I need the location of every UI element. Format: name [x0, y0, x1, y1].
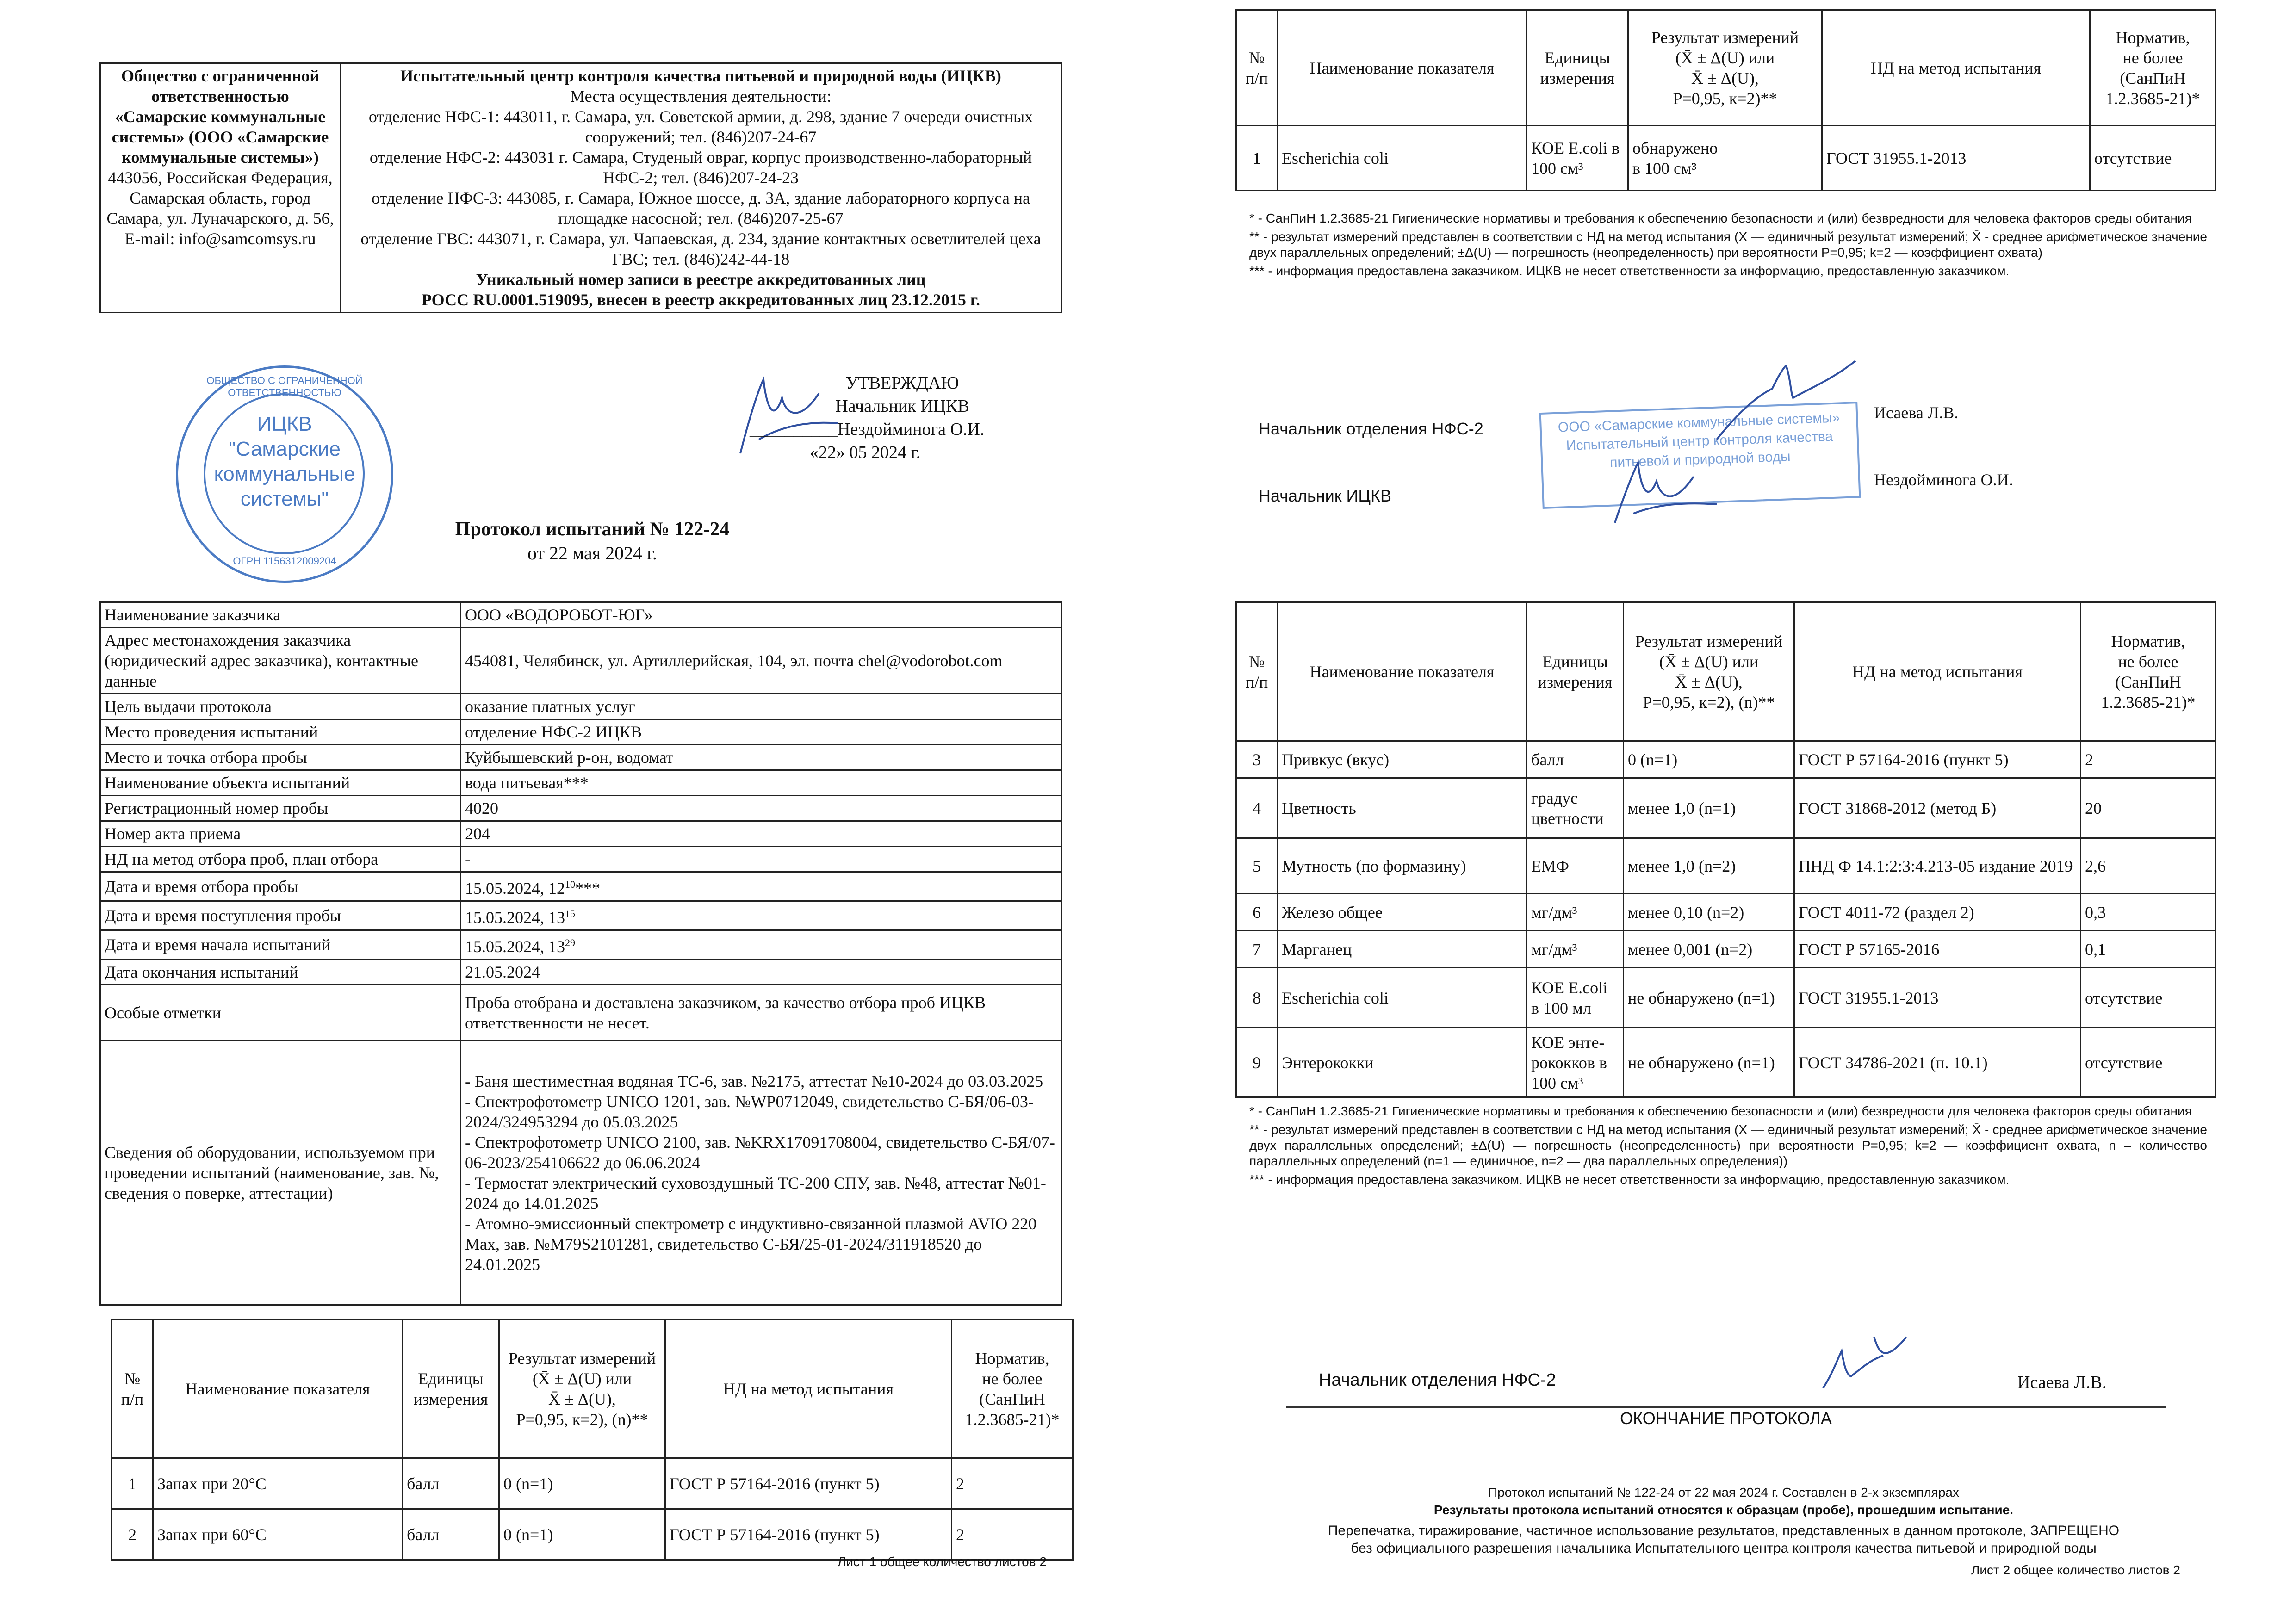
- info-value-text: отделение НФС-2 ИЦКВ: [465, 723, 642, 741]
- col-unit: Единицы измерения: [403, 1319, 499, 1458]
- sign-bottom-role: Начальник отделения НФС-2: [1319, 1370, 1556, 1390]
- cell-unit: балл: [403, 1458, 499, 1509]
- cell-num: 1: [112, 1458, 153, 1509]
- page1-footer: Лист 1 общее количество листов 2: [838, 1555, 1047, 1569]
- cell-norm: 0,1: [2081, 931, 2216, 968]
- col-num: № п/п: [112, 1319, 153, 1458]
- cell-num: 8: [1236, 968, 1278, 1028]
- cell-result: 0 (n=1): [499, 1458, 665, 1509]
- cell-num: 3: [1236, 741, 1278, 778]
- sign-top-name2: Нездойминога О.И.: [1874, 471, 2013, 489]
- result-row: [1236, 741, 2216, 778]
- info-value: [461, 985, 1061, 1041]
- final-line-3: Перепечатка, тиражирование, частичное использование результатов, представленных в данном протоколе, ЗАПРЕЩЕНО без официального разрешения начальника Испытательного центра контроля качества питьевой и природной воды: [1328, 1523, 2120, 1556]
- info-value-text: 21.05.2024: [465, 963, 540, 981]
- cell-name: Железо общее: [1278, 894, 1527, 931]
- cell-result: 0 (n=1): [499, 1509, 665, 1560]
- cell-result: обнаружено в 100 см³: [1628, 126, 1822, 191]
- info-row: [100, 770, 1061, 796]
- col-norm: Норматив, не более (СанПиН 1.2.3685-21)*: [2081, 602, 2216, 741]
- col-norm: Норматив, не более (СанПиН 1.2.3685-21)*: [952, 1319, 1073, 1458]
- final-line-1: Протокол испытаний № 122-24 от 22 мая 2024 г. Составлен в 2-х экземплярах: [1488, 1485, 1959, 1499]
- col-name: Наименование показателя: [1278, 602, 1527, 741]
- col-unit: Единицы измерения: [1527, 602, 1624, 741]
- cell-result: не обнаружено (n=1): [1624, 1028, 1794, 1097]
- cell-norm: отсутствие: [2081, 968, 2216, 1028]
- cell-method: ГОСТ 31955.1-2013: [1794, 968, 2081, 1028]
- info-label: Дата и время начала испытаний: [100, 930, 461, 960]
- cell-unit: мг/дм³: [1527, 894, 1624, 931]
- cell-method: ГОСТ 31955.1-2013: [1822, 126, 2090, 191]
- footnote: * - СанПиН 1.2.3685-21 Гигиенические нормативы и требования к обеспечению безопасности и (или) безвредности для человека факторов среды обитания: [1249, 211, 2192, 225]
- info-label: Регистрационный номер пробы: [100, 796, 461, 821]
- col-num: № п/п: [1236, 602, 1278, 741]
- nfs2-signature-bottom: [1818, 1328, 1911, 1393]
- info-value: [461, 719, 1061, 745]
- sign-top-role2: Начальник ИЦКВ: [1259, 486, 1391, 505]
- cell-name: Энтерококки: [1278, 1028, 1527, 1097]
- info-label: Сведения об оборудовании, используемом при проведении испытаний (наименование, зав. №, сведения о поверке, аттестации): [100, 1041, 461, 1305]
- info-row: [100, 719, 1061, 745]
- info-value-sup: 10: [565, 879, 575, 890]
- info-value: [461, 901, 1061, 930]
- info-row: [100, 1041, 1061, 1305]
- info-value: [461, 694, 1061, 719]
- footnote: *** - информация предоставлена заказчиком. ИЦКВ не несет ответственности за информацию, предоставленную заказчиком.: [1249, 1172, 2010, 1187]
- info-table: [99, 601, 1062, 1306]
- cell-norm: 2,6: [2081, 838, 2216, 894]
- info-value-sup: 15: [565, 908, 575, 919]
- result-row: [112, 1509, 1073, 1560]
- cell-name: Запах при 60°С: [153, 1509, 403, 1560]
- col-result: Результат измерений (X̄ ± Δ(U) или X̄ ± Δ(U), Р=0,95, к=2), (n)**: [1624, 602, 1794, 741]
- cell-num: 7: [1236, 931, 1278, 968]
- top-header-row: [1236, 10, 2216, 126]
- info-value-after: ***: [575, 879, 600, 898]
- cell-method: ГОСТ 4011-72 (раздел 2): [1794, 894, 2081, 931]
- info-row: [100, 602, 1061, 628]
- info-label: Наименование заказчика: [100, 602, 461, 628]
- registry-info: Уникальный номер записи в реестре аккредитованных лиц РОСС RU.0001.519095, внесен в реестр аккредитованных лиц 23.12.2015 г.: [421, 270, 980, 309]
- approve-position: Начальник ИЦКВ: [835, 396, 969, 416]
- sign-top-role1: Начальник отделения НФС-2: [1259, 419, 1483, 438]
- results-header-row: [112, 1319, 1073, 1458]
- cell-norm: 2: [2081, 741, 2216, 778]
- info-row: [100, 960, 1061, 985]
- info-label: Дата и время отбора пробы: [100, 872, 461, 901]
- info-row: [100, 901, 1061, 930]
- center-cell: [341, 63, 1061, 313]
- stamp-center-text: ИЦКВ "Самарские коммунальные системы": [214, 413, 355, 510]
- result-row: [1236, 126, 2216, 191]
- cell-result: менее 0,10 (n=2): [1624, 894, 1794, 931]
- cell-num: 9: [1236, 1028, 1278, 1097]
- cell-method: ГОСТ 34786-2021 (п. 10.1): [1794, 1028, 2081, 1097]
- col-name: Наименование показателя: [1278, 10, 1527, 126]
- cell-method: ГОСТ Р 57165-2016: [1794, 931, 2081, 968]
- cell-norm: 2: [952, 1458, 1073, 1509]
- cell-method: ГОСТ Р 57164-2016 (пункт 5): [665, 1509, 952, 1560]
- org-address: 443056, Российская Федерация, Самарская область, город Самара, ул. Луначарского, д. 56, E-mail: info@samcomsys.ru: [106, 168, 334, 248]
- approve-date: «22» 05 2024 г.: [810, 443, 921, 462]
- mid-header-row: [1236, 602, 2216, 741]
- cell-num: 1: [1236, 126, 1278, 191]
- info-value-text: Куйбышевский р-он, водомат: [465, 748, 674, 767]
- info-value: [461, 1041, 1061, 1305]
- cell-name: Escherichia coli: [1278, 968, 1527, 1028]
- footnote: ** - результат измерений представлен в соответствии с НД на метод испытания (X — единичный результат измерений; X̄ - среднее арифметическое значение двух параллельных определений; ±Δ(U) — погрешность (неопределенность) при вероятности Р=0,95; k=2 — коэффициент охвата, n – количество параллельных определений (n=1 — единичное, n=2 — два параллельных определения)): [1249, 1122, 2207, 1168]
- results-table-mid: [1235, 601, 2216, 1098]
- info-value: [461, 602, 1061, 628]
- col-method: НД на метод испытания: [1822, 10, 2090, 126]
- info-value-text: - Баня шестиместная водяная ТС-6, зав. №2175, аттестат №10-2024 до 03.03.2025 - Спектрофотометр UNICO 1201, зав. №WP0712049, свидетельство С-БЯ/06-03-2024/324953294 до 05.03.2025 - Спектрофотометр UNICO 2100, зав. №KRX17091708004, свидетельство С-БЯ/07-06-2023/254106622 до 06.06.2024 - Термостат электрический суховоздушный ТС-200 СПУ, зав. №48, аттестат №01-2024 до 14.01.2025 - Атомно-эмиссионный спектрометр с индуктивно-связанной плазмой AVIO 220 Max, зав. №M79S2101281, свидетельство С-БЯ/25-01-2024/311918520 до 24.01.2025: [465, 1072, 1055, 1274]
- info-value-text: вода питьевая***: [465, 774, 589, 792]
- footnote: * - СанПиН 1.2.3685-21 Гигиенические нормативы и требования к обеспечению безопасности и (или) безвредности для человека факторов среды обитания: [1249, 1104, 2192, 1118]
- cell-num: 5: [1236, 838, 1278, 894]
- cell-method: ПНД Ф 14.1:2:3:4.213-05 издание 2019: [1794, 838, 2081, 894]
- info-row: [100, 985, 1061, 1041]
- info-value: [461, 770, 1061, 796]
- result-row: [1236, 968, 2216, 1028]
- col-method: НД на метод испытания: [1794, 602, 2081, 741]
- info-value-text: 15.05.2024, 13: [465, 908, 565, 927]
- protocol-date: от 22 мая 2024 г.: [527, 543, 658, 564]
- cell-unit: мг/дм³: [1527, 931, 1624, 968]
- info-value: [461, 930, 1061, 960]
- info-value-sup: 29: [565, 937, 575, 948]
- cell-norm: 2: [952, 1509, 1073, 1560]
- stamp-ring-text: ОБЩЕСТВО С ОГРАНИЧЕННОЙ ОТВЕТСТВЕННОСТЬЮ: [206, 375, 363, 398]
- info-value-text: 15.05.2024, 13: [465, 937, 565, 956]
- cell-result: не обнаружено (n=1): [1624, 968, 1794, 1028]
- info-value: [461, 960, 1061, 985]
- cell-method: ГОСТ 31868-2012 (метод Б): [1794, 778, 2081, 838]
- col-method: НД на метод испытания: [665, 1319, 952, 1458]
- result-row: [112, 1458, 1073, 1509]
- col-num: № п/п: [1236, 10, 1278, 126]
- cell-norm: 0,3: [2081, 894, 2216, 931]
- protocol-title: Протокол испытаний № 122-24: [455, 519, 730, 540]
- results-table-p1: [111, 1319, 1074, 1561]
- col-unit: Единицы измерения: [1527, 10, 1628, 126]
- cell-name: Мутность (по формазину): [1278, 838, 1527, 894]
- info-row: [100, 694, 1061, 719]
- cell-result: менее 0,001 (n=2): [1624, 931, 1794, 968]
- info-value-text: 204: [465, 824, 490, 843]
- final-line-2: Результаты протокола испытаний относятся к образцам (пробе), прошедшим испытание.: [1433, 1503, 2014, 1517]
- info-row: [100, 628, 1061, 694]
- cell-unit: ЕМФ: [1527, 838, 1624, 894]
- col-norm: Норматив, не более (СанПиН 1.2.3685-21)*: [2090, 10, 2216, 126]
- cell-num: 2: [112, 1509, 153, 1560]
- info-row: [100, 847, 1061, 872]
- info-label: Особые отметки: [100, 985, 461, 1041]
- cell-name: Цветность: [1278, 778, 1527, 838]
- cell-unit: градус цветности: [1527, 778, 1624, 838]
- info-label: Место и точка отбора пробы: [100, 745, 461, 770]
- end-of-protocol: ОКОНЧАНИЕ ПРОТОКОЛА: [1620, 1409, 1832, 1428]
- info-value: [461, 821, 1061, 847]
- info-label: НД на метод отбора проб, план отбора: [100, 847, 461, 872]
- approve-title: УТВЕРЖДАЮ: [845, 373, 959, 393]
- col-name: Наименование показателя: [153, 1319, 403, 1458]
- info-value: [461, 872, 1061, 901]
- cell-result: 0 (n=1): [1624, 741, 1794, 778]
- info-value-text: 454081, Челябинск, ул. Артиллерийская, 104, эл. почта chel@vodorobot.com: [465, 651, 1003, 670]
- cell-method: ГОСТ Р 57164-2016 (пункт 5): [665, 1458, 952, 1509]
- result-row: [1236, 931, 2216, 968]
- cell-result: менее 1,0 (n=2): [1624, 838, 1794, 894]
- notes-mid: [1249, 1103, 2207, 1190]
- result-row: [1236, 1028, 2216, 1097]
- cell-unit: КОЕ E.coli в 100 см³: [1527, 126, 1628, 191]
- col-result: Результат измерений (X̄ ± Δ(U) или X̄ ± Δ(U), Р=0,95, к=2)**: [1628, 10, 1822, 126]
- header-table: [99, 62, 1062, 313]
- info-value: [461, 796, 1061, 821]
- info-label: Дата и время поступления пробы: [100, 901, 461, 930]
- org-name: Общество с ограниченной ответственностью «Самарские коммунальные системы» (ООО «Самарские коммунальные системы»): [112, 67, 329, 167]
- cell-name: Привкус (вкус): [1278, 741, 1527, 778]
- info-label: Дата окончания испытаний: [100, 960, 461, 985]
- info-value-text: ООО «ВОДОРОБОТ-ЮГ»: [465, 606, 653, 624]
- approve-name: __________Нездойминога О.И.: [750, 420, 985, 439]
- info-value: [461, 628, 1061, 694]
- info-label: Цель выдачи протокола: [100, 694, 461, 719]
- col-result: Результат измерений (X̄ ± Δ(U) или X̄ ± Δ(U), Р=0,95, к=2), (n)**: [499, 1319, 665, 1458]
- info-value: [461, 847, 1061, 872]
- page2-footer: Лист 2 общее количество листов 2: [1971, 1563, 2180, 1577]
- cell-norm: 20: [2081, 778, 2216, 838]
- notes-top: [1249, 211, 2207, 282]
- cell-num: 4: [1236, 778, 1278, 838]
- info-row: [100, 872, 1061, 901]
- cell-unit: КОЕ энте-рококков в 100 см³: [1527, 1028, 1624, 1097]
- info-value-text: оказание платных услуг: [465, 697, 635, 716]
- nfs2-signature-top: [1712, 352, 1860, 444]
- info-row: [100, 796, 1061, 821]
- sign-bottom-name: Исаева Л.В.: [2017, 1373, 2107, 1392]
- cell-norm: отсутствие: [2090, 126, 2216, 191]
- info-label: Адрес местонахождения заказчика (юридический адрес заказчика), контактные данные: [100, 628, 461, 694]
- info-value-text: 4020: [465, 799, 498, 818]
- info-value-text: 15.05.2024, 12: [465, 879, 565, 898]
- info-label: Наименование объекта испытаний: [100, 770, 461, 796]
- result-row: [1236, 778, 2216, 838]
- center-body: Места осуществления деятельности: отделение НФС-1: 443011, г. Самара, ул. Советской армии, д. 298, здание 7 очереди очистных сооружений; тел. (846)207-24-67 отделение НФС-2: 443031 г. Самара, Студеный овраг, корпус производственно-лабораторный НФС-2; тел. (846)207-24-23 отделение НФС-3: 443085, г. Самара, Южное шоссе, д. 3А, здание лабораторного корпуса на площадке насосной; тел. (846)207-25-67 отделение ГВС: 443071, г. Самара, ул. Чапаевская, д. 234, здание контактных осветлителей цеха ГВС; тел. (846)242-44-18: [360, 87, 1041, 268]
- director-signature-top: [1606, 458, 1726, 527]
- info-value-text: -: [465, 850, 471, 868]
- cell-result: менее 1,0 (n=1): [1624, 778, 1794, 838]
- info-row: [100, 745, 1061, 770]
- org-cell: [100, 63, 341, 313]
- cell-unit: КОЕ E.coli в 100 мл: [1527, 968, 1624, 1028]
- footnote: ** - результат измерений представлен в соответствии с НД на метод испытания (X — единичный результат измерений; X̄ - среднее арифметическое значение двух параллельных определений; ±Δ(U) — погрешность (неопределенность) при вероятности Р=0,95; k=2 — коэффициент охвата): [1249, 229, 2207, 260]
- cell-unit: балл: [1527, 741, 1624, 778]
- cell-method: ГОСТ Р 57164-2016 (пункт 5): [1794, 741, 2081, 778]
- info-label: Место проведения испытаний: [100, 719, 461, 745]
- rect-stamp: ООО «Самарские коммунальные системы» Испытательный центр контроля качества питьевой и природной воды: [1539, 402, 1861, 509]
- stamp-bottom-text: ОГРН 1156312009204: [233, 555, 336, 567]
- cell-num: 6: [1236, 894, 1278, 931]
- results-table-top: [1235, 9, 2216, 191]
- info-value-text: Проба отобрана и доставлена заказчиком, за качество отбора проб ИЦКВ ответственности не несет.: [465, 993, 986, 1032]
- info-label: Номер акта приема: [100, 821, 461, 847]
- cell-unit: балл: [403, 1509, 499, 1560]
- footnote: *** - информация предоставлена заказчиком. ИЦКВ не несет ответственности за информацию, предоставленную заказчиком.: [1249, 264, 2010, 278]
- info-value: [461, 745, 1061, 770]
- cell-norm: отсутствие: [2081, 1028, 2216, 1097]
- end-divider: [1286, 1406, 2166, 1408]
- center-title: Испытательный центр контроля качества питьевой и природной воды (ИЦКВ): [400, 67, 1001, 85]
- info-row: [100, 821, 1061, 847]
- cell-name: Марганец: [1278, 931, 1527, 968]
- sign-top-name1: Исаева Л.В.: [1874, 403, 1959, 422]
- cell-name: Escherichia coli: [1278, 126, 1527, 191]
- cell-name: Запах при 20°С: [153, 1458, 403, 1509]
- result-row: [1236, 894, 2216, 931]
- result-row: [1236, 838, 2216, 894]
- info-row: [100, 930, 1061, 960]
